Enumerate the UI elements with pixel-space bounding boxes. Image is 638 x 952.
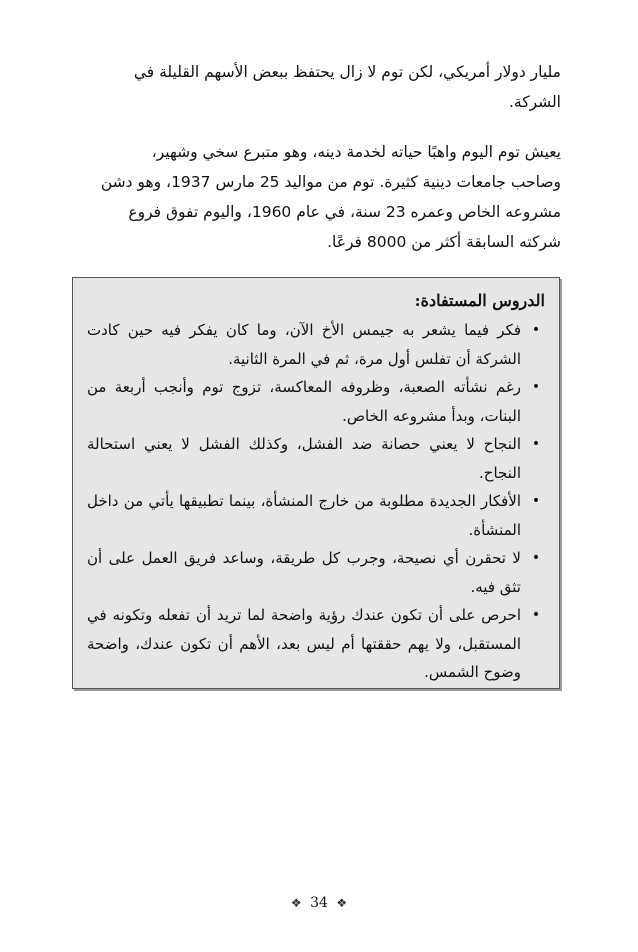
- paragraph-line: مليار دولار أمريكي، لكن توم لا زال يحتفظ ببعض الأسهم القليلة في: [133, 63, 561, 81]
- paragraph-line: يعيش توم اليوم واهبًا حياته لخدمة دينه، وهو متبرع سخي وشهير،: [151, 143, 561, 161]
- lesson-item: [87, 373, 545, 430]
- lessons-box: [72, 277, 560, 689]
- lesson-text: لا تحقرن أي نصيحة، وجرب كل طريقة، وساعد فريق العمل على أن تثق فيه.: [87, 549, 521, 596]
- lesson-item: [87, 544, 545, 601]
- lesson-text: احرص على أن تكون عندك رؤية واضحة لما تريد أن تفعله وتكونه في المستقبل، ولا يهم حققتها أم ليس بعد، الأهم أن تكون عندك، واضحة وضوح الشمس.: [87, 606, 521, 681]
- ornament-icon: ❖: [336, 896, 348, 910]
- ornament-icon: ❖: [290, 896, 302, 910]
- paragraph-line: شركته السابقة أكثر من 8000 فرعًا.: [327, 233, 561, 251]
- bullet-icon: •: [531, 379, 541, 395]
- lesson-text: فكر فيما يشعر به جيمس الأخ الآن، وما كان يفكر فيه حين كادت الشركة أن تفلس أول مرة، ثم في المرة الثانية.: [87, 321, 521, 368]
- lessons-list: [87, 316, 545, 687]
- page-number: [0, 893, 638, 913]
- bullet-icon: •: [531, 436, 541, 452]
- page-number-value: 34: [310, 895, 328, 911]
- bullet-icon: •: [531, 550, 541, 566]
- lesson-text: الأفكار الجديدة مطلوبة من خارج المنشأة، بينما تطبيقها يأتي من داخل المنشأة.: [87, 492, 521, 539]
- paragraph-line: وصاحب جامعات دينية كثيرة. توم من مواليد 25 مارس 1937، وهو دشن: [100, 173, 561, 191]
- lesson-text: النجاح لا يعني حصانة ضد الفشل، وكذلك الفشل لا يعني استحالة النجاح.: [87, 435, 521, 482]
- lesson-item: [87, 601, 545, 687]
- lessons-title: الدروس المستفادة:: [414, 291, 545, 310]
- bullet-icon: •: [531, 607, 541, 623]
- paragraph-line: مشروعه الخاص وعمره 23 سنة، في عام 1960، واليوم تفوق فروع: [128, 203, 561, 221]
- paragraph-1: [76, 57, 561, 117]
- paragraph-line: الشركة.: [508, 93, 561, 111]
- lesson-item: [87, 487, 545, 544]
- lesson-item: [87, 430, 545, 487]
- lesson-text: رغم نشأته الصعبة، وظروفه المعاكسة، تزوج توم وأنجب أربعة من البنات، وبدأ مشروعه الخاص.: [87, 378, 521, 425]
- paragraph-2: [76, 137, 561, 257]
- bullet-icon: •: [531, 493, 541, 509]
- bullet-icon: •: [531, 322, 541, 338]
- lesson-item: [87, 316, 545, 373]
